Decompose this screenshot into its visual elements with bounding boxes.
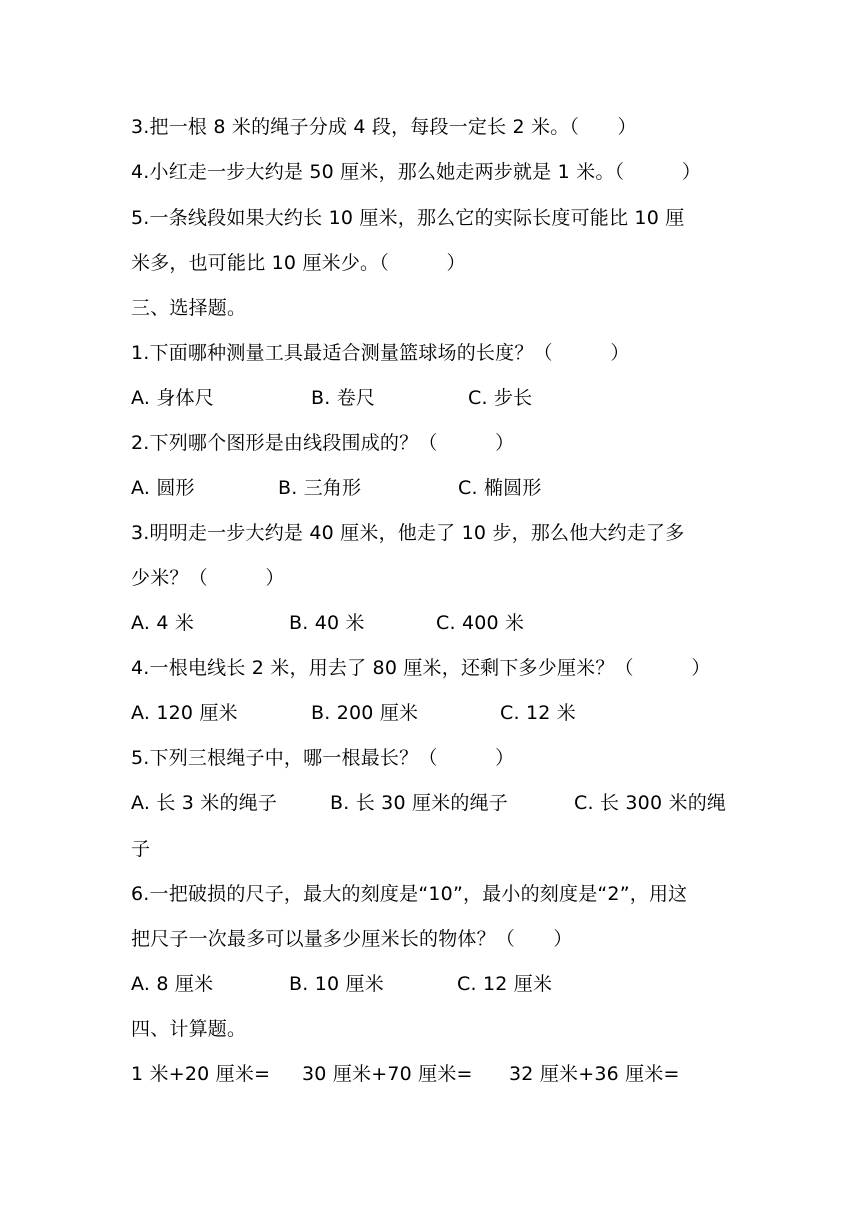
calculation-item-3: 32 厘米+36 厘米= xyxy=(509,1063,680,1085)
option-b: B. 10 厘米 xyxy=(289,973,384,995)
option-b: B. 卷尺 xyxy=(311,387,376,409)
option-c: C. 椭圆形 xyxy=(458,477,542,499)
true-false-question-4: 4.小红走一步大约是 50 厘米，那么她走两步就是 1 米。（ ） xyxy=(131,161,702,183)
true-false-question-3: 3.把一根 8 米的绳子分成 4 段，每段一定长 2 米。（ ） xyxy=(131,116,637,138)
choice-question-4: 4.一根电线长 2 米，用去了 80 厘米，还剩下多少厘米？（ ） xyxy=(131,657,711,679)
choice-question-1: 1.下面哪种测量工具最适合测量篮球场的长度？（ ） xyxy=(131,342,630,364)
option-b: B. 长 30 厘米的绳子 xyxy=(330,792,508,814)
option-b: B. 三角形 xyxy=(278,477,362,499)
option-c: C. 长 300 米的绳 xyxy=(574,792,727,814)
true-false-question-5-line-2: 米多，也可能比 10 厘米少。（ ） xyxy=(131,252,466,274)
choice-question-3-line-1: 3.明明走一步大约是 40 厘米，他走了 10 步，那么他大约走了多 xyxy=(131,522,685,544)
calculation-item-2: 30 厘米+70 厘米= xyxy=(302,1063,473,1085)
choice-question-5-option-wrap: 子 xyxy=(131,838,151,860)
true-false-question-5-line-1: 5.一条线段如果大约长 10 厘米，那么它的实际长度可能比 10 厘 xyxy=(131,207,685,229)
option-b: B. 40 米 xyxy=(289,612,365,634)
choice-question-6-line-2: 把尺子一次最多可以量多少厘米长的物体？（ ） xyxy=(131,928,573,950)
option-a: A. 身体尺 xyxy=(131,387,214,409)
option-c: C. 12 厘米 xyxy=(457,973,553,995)
option-c: C. 400 米 xyxy=(436,612,525,634)
choice-question-3-line-2: 少米？（ ） xyxy=(131,567,285,589)
option-a: A. 8 厘米 xyxy=(131,973,214,995)
choice-question-6-line-1: 6.一把破损的尺子，最大的刻度是“10”，最小的刻度是“2”，用这 xyxy=(131,883,688,905)
option-c: C. 步长 xyxy=(468,387,533,409)
option-a: A. 长 3 米的绳子 xyxy=(131,792,278,814)
section-3-title: 三、选择题。 xyxy=(131,297,247,319)
option-c: C. 12 米 xyxy=(500,702,576,724)
option-a: A. 圆形 xyxy=(131,477,195,499)
calculation-item-1: 1 米+20 厘米= xyxy=(131,1063,271,1085)
choice-question-5: 5.下列三根绳子中，哪一根最长？（ ） xyxy=(131,747,515,769)
option-a: A. 4 米 xyxy=(131,612,195,634)
option-b: B. 200 厘米 xyxy=(311,702,419,724)
option-a: A. 120 厘米 xyxy=(131,702,238,724)
choice-question-2: 2.下列哪个图形是由线段围成的？（ ） xyxy=(131,432,515,454)
section-4-title: 四、计算题。 xyxy=(131,1018,247,1040)
